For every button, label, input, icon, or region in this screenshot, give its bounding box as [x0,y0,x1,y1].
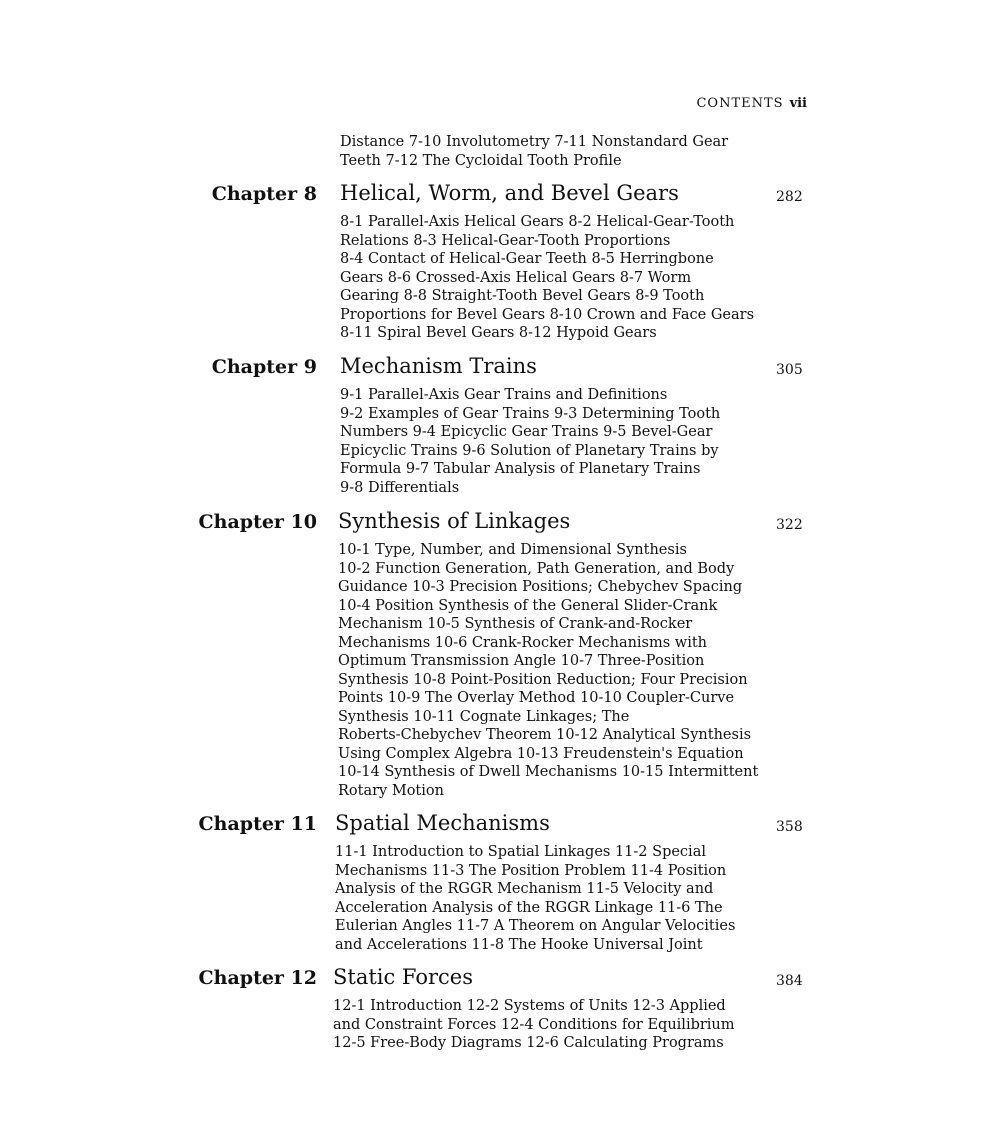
section-line: Synthesis 10-8 Point-Position Reduction; Four Precision [338,671,748,688]
chapter-sections [338,541,759,800]
section-line: Points 10-9 The Overlay Method 10-10 Coupler-Curve [338,690,735,706]
running-head [696,96,807,111]
section-line: 8-11 Spiral Bevel Gears 8-12 Hypoid Gears [340,325,657,341]
section-line: 8-4 Contact of Helical-Gear Teeth 8-5 Herringbone [340,251,714,267]
section-line: 12-1 Introduction 12-2 Systems of Units 12-3 Applied [333,998,726,1014]
chapter-sections [335,843,745,954]
chapter-sections [340,213,755,343]
section-line: 11-1 Introduction to Spatial Linkages 11-2 Special [335,844,706,860]
chapter-sections [333,997,743,1053]
chapter-label: Chapter 12 [198,967,317,989]
chapter-label: Chapter 10 [198,511,317,533]
section-line: 8-1 Parallel-Axis Helical Gears 8-2 Helical-Gear-Tooth [340,214,735,230]
chapter-label: Chapter 8 [211,183,317,205]
chapter-title: Synthesis of Linkages [338,509,571,533]
running-head-page-number: vii [789,96,807,111]
section-line: Formula 9-7 Tabular Analysis of Planetary Trains [340,461,701,477]
section-line: Guidance 10-3 Precision Positions; Chebychev Spacing [338,579,743,595]
section-line: Relations 8-3 Helical-Gear-Tooth Proportions [340,232,671,249]
continuation-line: Teeth 7-12 The Cycloidal Tooth Profile [340,152,622,169]
chapter-page-number: 322 [776,517,803,533]
section-line: Acceleration Analysis of the RGGR Linkage 11-6 The [335,899,723,916]
continuation-line: Distance 7-10 Involutometry 7-11 Nonstandard Gear [340,134,729,150]
section-line: 10-4 Position Synthesis of the General Slider-Crank [338,597,718,614]
section-line: Optimum Transmission Angle 10-7 Three-Position [338,653,705,669]
section-line: 9-8 Differentials [340,479,460,496]
section-line: Eulerian Angles 11-7 A Theorem on Angular Velocities [335,918,736,934]
section-line: Using Complex Algebra 10-13 Freudenstein's Equation [338,745,744,762]
section-line: Proportions for Bevel Gears 8-10 Crown and Face Gears [340,306,755,323]
section-line: Roberts-Chebychev Theorem 10-12 Analytical Synthesis [338,727,752,743]
section-line: 10-1 Type, Number, and Dimensional Synthesis [338,542,687,558]
section-line: Mechanism 10-5 Synthesis of Crank-and-Rocker [338,616,693,632]
section-line: Numbers 9-4 Epicyclic Gear Trains 9-5 Bevel-Gear [340,424,713,440]
section-line: Rotary Motion [338,782,444,799]
section-line: Synthesis 10-11 Cognate Linkages; The [338,708,630,725]
section-line: 12-5 Free-Body Diagrams 12-6 Calculating Programs [333,1035,724,1051]
section-line: Epicyclic Trains 9-6 Solution of Planetary Trains by [340,442,719,459]
chapter-page-number: 358 [776,819,803,835]
chapter-title: Spatial Mechanisms [335,811,550,835]
continuation-block [340,133,740,170]
section-line: Mechanisms 11-3 The Position Problem 11-4 Position [335,862,727,879]
section-line: and Constraint Forces 12-4 Conditions for Equilibrium [333,1016,735,1033]
chapter-page-number: 282 [776,189,803,205]
chapter-sections [340,386,750,497]
chapter-title: Static Forces [333,965,474,989]
section-line: 9-2 Examples of Gear Trains 9-3 Determining Tooth [340,405,721,422]
chapter-page-number: 305 [776,362,803,378]
chapter-title: Mechanism Trains [340,354,537,378]
section-line: 9-1 Parallel-Axis Gear Trains and Definitions [340,387,668,403]
section-line: Gears 8-6 Crossed-Axis Helical Gears 8-7 Worm [340,269,692,286]
section-line: 10-14 Synthesis of Dwell Mechanisms 10-15 Intermittent [338,764,759,780]
section-line: 10-2 Function Generation, Path Generation, and Body [338,560,735,577]
section-line: and Accelerations 11-8 The Hooke Universal Joint [335,936,703,953]
section-line: Mechanisms 10-6 Crank-Rocker Mechanisms with [338,634,708,651]
chapter-title: Helical, Worm, and Bevel Gears [340,181,679,205]
chapter-label: Chapter 11 [198,813,317,835]
section-line: Gearing 8-8 Straight-Tooth Bevel Gears 8-9 Tooth [340,288,705,304]
running-head-label: CONTENTS [696,96,784,111]
chapter-page-number: 384 [776,973,803,989]
chapter-label: Chapter 9 [211,356,317,378]
section-line: Analysis of the RGGR Mechanism 11-5 Velocity and [335,881,714,897]
